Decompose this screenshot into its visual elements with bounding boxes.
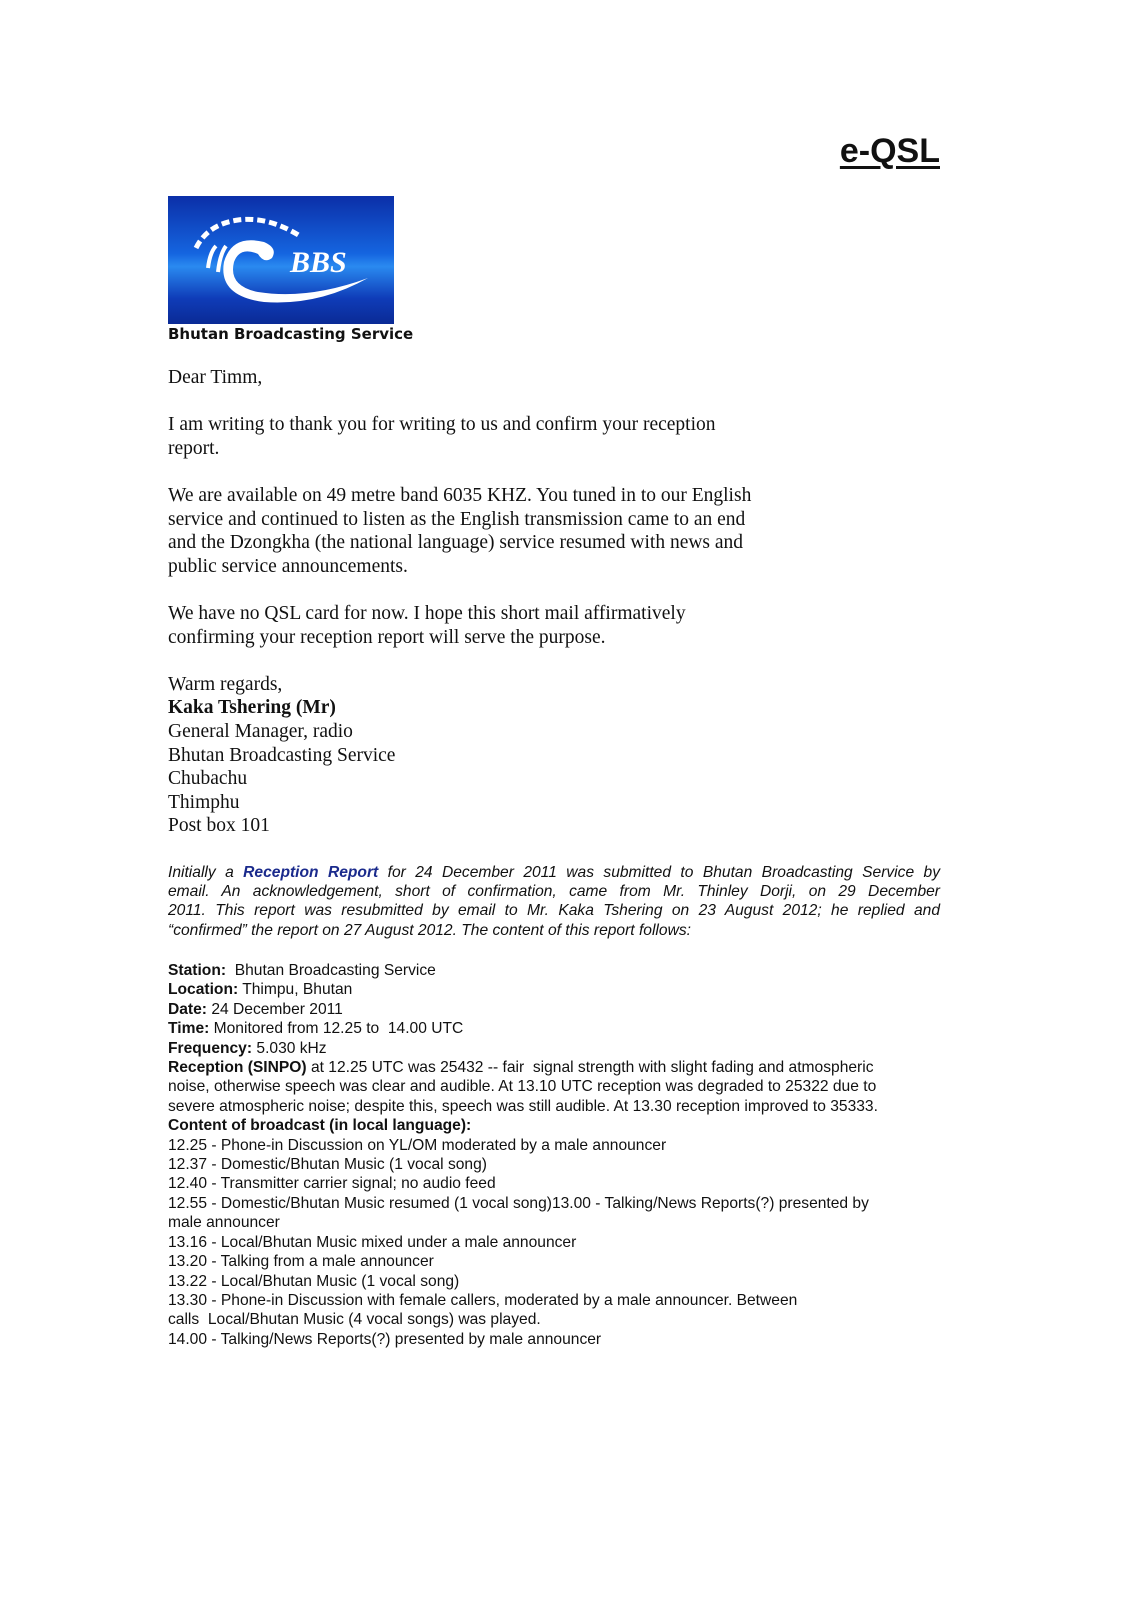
signer-address: Chubachu [168, 768, 248, 790]
field-label: Location: [168, 981, 239, 999]
signer-address: Post box 101 [168, 815, 270, 837]
field-frequency [168, 1039, 878, 1058]
text-line: noise, otherwise speech was clear and audible. At 13.10 UTC reception was degraded to 25322 due to [168, 1078, 877, 1096]
field-value: Bhutan Broadcasting Service [226, 962, 436, 979]
text-line: report. [168, 437, 220, 459]
field-value: Monitored from 12.25 to 14.00 UTC [209, 1020, 464, 1038]
field-value: 24 December 2011 [207, 1000, 343, 1018]
text-line: We are available on 49 metre band 6035 KHZ. You tuned in to our English [168, 484, 752, 506]
field-location [168, 980, 878, 999]
reception-report-link[interactable]: Reception Report [243, 864, 379, 881]
reception-report [168, 961, 878, 1349]
letter-body [168, 366, 751, 861]
text-line: service and continued to listen as the English transmission came to an end [168, 508, 746, 530]
svg-text:BBS: BBS [290, 246, 347, 279]
text-fragment: for 24 December 2011 was submitted to Bhutan Broadcasting Service by [378, 864, 940, 881]
field-label: Date: [168, 1000, 207, 1018]
closing: Warm regards, [168, 673, 283, 695]
text-line [168, 863, 940, 882]
log-entry: 13.22 - Local/Bhutan Music (1 vocal song) [168, 1272, 460, 1290]
field-value: Thimpu, Bhutan [238, 981, 353, 999]
report-intro [168, 863, 940, 940]
text-line: We have no QSL card for now. I hope this short mail affirmatively [168, 602, 686, 624]
field-value: at 12.25 UTC was 25432 -- fair signal strength with slight fading and atmospheric [306, 1059, 874, 1077]
greeting: Dear Timm, [168, 367, 263, 388]
text-line: email. An acknowledgement, short of confirmation, came from Mr. Thinley Dorji, on 29 December [168, 883, 940, 901]
signature-block [168, 673, 751, 838]
signer-organization: Bhutan Broadcasting Service [168, 744, 396, 766]
letter-paragraph [168, 413, 751, 460]
text-fragment: Initially a [168, 864, 244, 881]
text-line: “confirmed” the report on 27 August 2012. The content of this report follows: [168, 921, 691, 939]
log-entry: 14.00 - Talking/News Reports(?) presented by male announcer [168, 1330, 602, 1348]
text-line: 2011. This report was resubmitted by email to Mr. Kaka Tshering on 23 August 2012; he replied and [168, 902, 940, 920]
text-line: public service announcements. [168, 555, 408, 577]
signer-address: Thimphu [168, 791, 240, 813]
log-entry: 13.20 - Talking from a male announcer [168, 1253, 434, 1271]
field-label: Frequency: [168, 1039, 253, 1057]
bbs-wave-logo-icon [168, 196, 394, 324]
text-line: and the Dzongkha (the national language) service resumed with news and [168, 532, 744, 554]
document-title: e-QSL [839, 132, 940, 170]
letter-paragraph [168, 484, 751, 578]
signer-name: Kaka Tshering (Mr) [168, 697, 336, 719]
field-time [168, 1019, 878, 1038]
signer-title: General Manager, radio [168, 720, 353, 742]
field-date [168, 1000, 878, 1019]
field-station [168, 961, 878, 980]
logo-caption: Bhutan Broadcasting Service [168, 325, 414, 343]
log-entry: male announcer [168, 1214, 280, 1232]
field-reception [168, 1058, 878, 1077]
log-entry: 12.25 - Phone-in Discussion on YL/OM moderated by a male announcer [168, 1136, 667, 1154]
log-entry: calls Local/Bhutan Music (4 vocal songs) was played. [168, 1311, 541, 1329]
log-entry: 12.37 - Domestic/Bhutan Music (1 vocal song) [168, 1156, 487, 1174]
bbs-logo [168, 196, 394, 324]
log-entry: 12.40 - Transmitter carrier signal; no audio feed [168, 1175, 496, 1193]
content-heading: Content of broadcast (in local language): [168, 1117, 472, 1135]
log-entry: 12.55 - Domestic/Bhutan Music resumed (1 vocal song)13.00 - Talking/News Reports(?) presented by [168, 1194, 869, 1212]
log-entry: 13.16 - Local/Bhutan Music mixed under a male announcer [168, 1233, 577, 1251]
log-entry: 13.30 - Phone-in Discussion with female callers, moderated by a male announcer. Between [168, 1291, 798, 1309]
letter-paragraph [168, 602, 751, 649]
field-label: Station: [168, 962, 227, 979]
text-line: severe atmospheric noise; despite this, speech was still audible. At 13.30 reception improved to 35333. [168, 1097, 878, 1115]
field-label: Reception (SINPO) [168, 1059, 307, 1077]
field-label: Time: [168, 1020, 210, 1038]
text-line: confirming your reception report will serve the purpose. [168, 626, 606, 648]
text-line: I am writing to thank you for writing to us and confirm your reception [168, 414, 716, 436]
field-value: 5.030 kHz [252, 1039, 327, 1057]
